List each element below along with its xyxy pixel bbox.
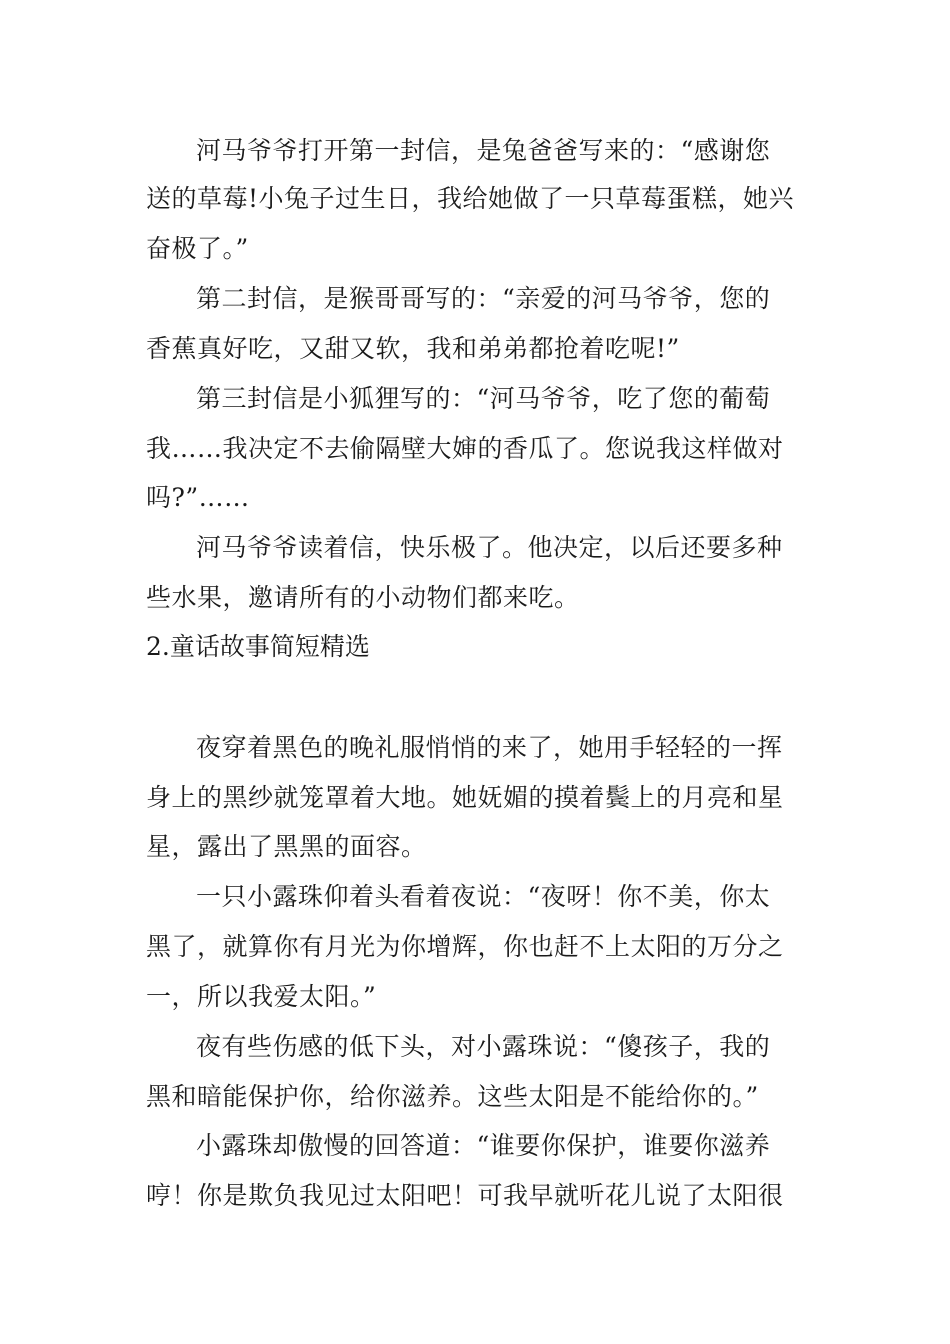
paragraph-line: 河马爷爷读着信，快乐极了。他决定，以后还要多种 bbox=[196, 533, 783, 562]
paragraph-line: 第二封信，是猴哥哥写的：“亲爱的河马爷爷，您的 bbox=[196, 284, 771, 313]
paragraph-line: 一，所以我爱太阳。” bbox=[146, 982, 377, 1011]
paragraph-line: 哼！你是欺负我见过太阳吧！可我早就听花儿说了太阳很 bbox=[146, 1181, 784, 1210]
paragraph-line: 一只小露珠仰着头看着夜说：“夜呀！你不美，你太 bbox=[196, 882, 771, 911]
paragraph-line: 黑了，就算你有月光为你增辉，你也赶不上太阳的万分之 bbox=[146, 932, 784, 961]
paragraph-line: 夜有些伤感的低下头，对小露珠说：“傻孩子，我的 bbox=[196, 1032, 771, 1061]
paragraph-line: 星，露出了黑黑的面容。 bbox=[146, 832, 427, 861]
paragraph-line: 些水果，邀请所有的小动物们都来吃。 bbox=[146, 583, 580, 612]
paragraph-line: 我……我决定不去偷隔壁大婶的香瓜了。您说我这样做对 bbox=[146, 434, 784, 463]
section-heading: 2.童话故事简短精选 bbox=[146, 632, 370, 661]
paragraph-line: 送的草莓!小兔子过生日，我给她做了一只草莓蛋糕，她兴 bbox=[146, 184, 795, 213]
paragraph-line: 河马爷爷打开第一封信，是兔爸爸写来的：“感谢您 bbox=[196, 136, 771, 165]
paragraph-line: 夜穿着黑色的晚礼服悄悄的来了，她用手轻轻的一挥 bbox=[196, 733, 783, 762]
paragraph-line: 奋极了。” bbox=[146, 234, 249, 263]
paragraph-line: 吗?”…… bbox=[146, 483, 250, 512]
paragraph-line: 香蕉真好吃，又甜又软，我和弟弟都抢着吃呢!” bbox=[146, 334, 680, 363]
paragraph-line: 小露珠却傲慢的回答道：“谁要你保护，谁要你滋养 bbox=[196, 1131, 771, 1160]
paragraph-line: 第三封信是小狐狸写的：“河马爷爷，吃了您的葡萄 bbox=[196, 384, 771, 413]
paragraph-line: 黑和暗能保护你，给你滋养。这些太阳是不能给你的。” bbox=[146, 1082, 759, 1111]
paragraph-line: 身上的黑纱就笼罩着大地。她妩媚的摸着鬓上的月亮和星 bbox=[146, 783, 784, 812]
